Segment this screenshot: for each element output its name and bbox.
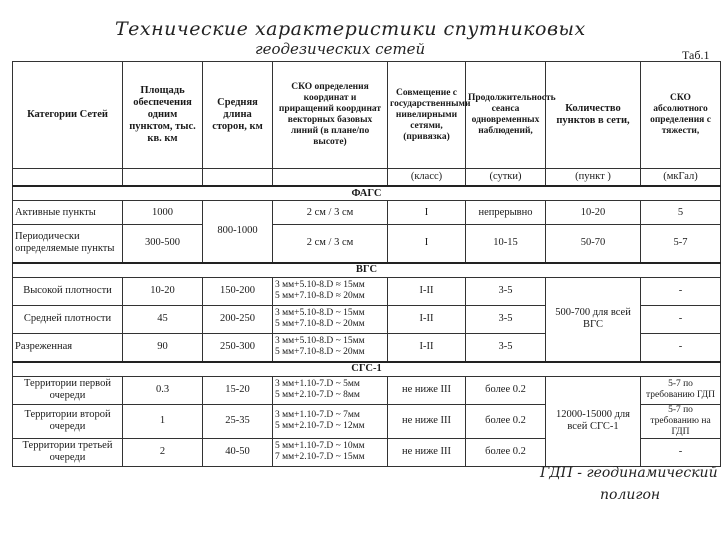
length-cell: 150-200 xyxy=(203,277,273,305)
category-cell: Территории третьей очереди xyxy=(13,438,123,466)
sko-cell: 2 см / 3 см xyxy=(273,225,388,263)
unit-cell xyxy=(203,169,273,187)
header-point-count: Количество пунктов в сети, xyxy=(546,62,641,169)
category-cell: Высокой плотности xyxy=(13,277,123,305)
header-area: Площадь обеспечения одним пунктом, тыс. кв. км xyxy=(123,62,203,169)
sko-height: 5 мм+7.10-8.D ~ 20мм xyxy=(275,319,365,329)
gravity-cell: 5-7 по требованию ГДП xyxy=(641,376,721,404)
sko-cell xyxy=(273,277,388,305)
leveling-cell: I xyxy=(388,201,466,225)
area-cell: 10-20 xyxy=(123,277,203,305)
document-title: Технические характеристики спутниковых xyxy=(115,18,586,40)
area-cell: 90 xyxy=(123,333,203,362)
count-cell: 10-20 xyxy=(546,201,641,225)
document-subtitle: геодезических сетей xyxy=(255,40,426,58)
category-cell: Территории второй очереди xyxy=(13,404,123,438)
gravity-cell: 5 xyxy=(641,201,721,225)
length-cell: 800-1000 xyxy=(203,201,273,263)
header-row xyxy=(13,62,721,169)
area-cell: 300-500 xyxy=(123,225,203,263)
units-row xyxy=(13,169,721,187)
leveling-cell: не ниже III xyxy=(388,404,466,438)
sko-cell: 2 см / 3 см xyxy=(273,201,388,225)
sko-plan: 5 мм+1.10-7.D ~ 10мм xyxy=(275,441,365,451)
area-cell: 45 xyxy=(123,305,203,333)
header-category: Категории Сетей xyxy=(13,62,123,169)
length-cell: 200-250 xyxy=(203,305,273,333)
section-title-vgs: ВГС xyxy=(13,263,721,278)
sko-height: 5 мм+7.10-8.D ≈ 20мм xyxy=(275,291,365,301)
duration-cell: 3-5 xyxy=(466,277,546,305)
unit-cell: (мкГал) xyxy=(641,169,721,187)
duration-cell: более 0.2 xyxy=(466,376,546,404)
duration-cell: 3-5 xyxy=(466,305,546,333)
unit-cell: (пункт ) xyxy=(546,169,641,187)
leveling-cell: I-II xyxy=(388,333,466,362)
length-cell: 15-20 xyxy=(203,376,273,404)
sko-cell xyxy=(273,438,388,466)
sko-height: 5 мм+2.10-7.D ~ 8мм xyxy=(275,390,360,400)
area-cell: 1000 xyxy=(123,201,203,225)
duration-cell: более 0.2 xyxy=(466,404,546,438)
table-row xyxy=(13,201,721,225)
header-gravity-sko: СКО абсолютного определения с тяжести, xyxy=(641,62,721,169)
gravity-cell: - xyxy=(641,277,721,305)
leveling-cell: I xyxy=(388,225,466,263)
category-cell: Разреженная xyxy=(13,333,123,362)
unit-cell: (сутки) xyxy=(466,169,546,187)
duration-cell: 3-5 xyxy=(466,333,546,362)
characteristics-table xyxy=(12,61,721,467)
length-cell: 250-300 xyxy=(203,333,273,362)
category-cell: Активные пункты xyxy=(13,201,123,225)
gravity-cell: 5-7 по требованию на ГДП xyxy=(641,404,721,438)
area-cell: 0.3 xyxy=(123,376,203,404)
unit-cell xyxy=(273,169,388,187)
area-cell: 1 xyxy=(123,404,203,438)
sko-plan: 3 мм+5.10-8.D ≈ 15мм xyxy=(275,280,365,290)
table-row xyxy=(13,277,721,305)
sko-cell xyxy=(273,305,388,333)
table-row xyxy=(13,376,721,404)
sko-plan: 3 мм+5.10-8.D ~ 15мм xyxy=(275,308,365,318)
duration-cell: более 0.2 xyxy=(466,438,546,466)
count-cell: 500-700 для всей ВГС xyxy=(546,277,641,362)
sko-height: 5 мм+7.10-8.D ~ 20мм xyxy=(275,347,365,357)
footnote: ГДП - геодинамический xyxy=(540,465,718,481)
duration-cell: 10-15 xyxy=(466,225,546,263)
sko-cell xyxy=(273,404,388,438)
section-title-fags: ФАГС xyxy=(13,186,721,201)
table-number: Таб.1 xyxy=(682,48,710,62)
duration-cell: непрерывно xyxy=(466,201,546,225)
gravity-cell: - xyxy=(641,333,721,362)
sko-cell xyxy=(273,376,388,404)
count-cell: 12000-15000 для всей СГС-1 xyxy=(546,376,641,466)
sko-cell xyxy=(273,333,388,362)
category-cell: Территории первой очереди xyxy=(13,376,123,404)
length-cell: 40-50 xyxy=(203,438,273,466)
sko-plan: 3 мм+1.10-7.D ~ 5мм xyxy=(275,379,360,389)
unit-cell xyxy=(13,169,123,187)
length-cell: 25-35 xyxy=(203,404,273,438)
gravity-cell: - xyxy=(641,305,721,333)
unit-cell xyxy=(123,169,203,187)
area-cell: 2 xyxy=(123,438,203,466)
leveling-cell: I-II xyxy=(388,305,466,333)
table-row xyxy=(13,225,721,263)
header-leveling: Совмещение с государственными нивелирными сетями, (привязка) xyxy=(388,62,466,169)
category-cell: Средней плотности xyxy=(13,305,123,333)
footnote-continuation: полигон xyxy=(600,487,661,503)
category-cell: Периодически определяемые пункты xyxy=(13,225,123,263)
sko-height: 5 мм+2.10-7.D ~ 12мм xyxy=(275,421,365,431)
header-side-length: Средняя длина сторон, км xyxy=(203,62,273,169)
gravity-cell: 5-7 xyxy=(641,225,721,263)
sko-height: 7 мм+2.10-7.D ~ 15мм xyxy=(275,452,365,462)
leveling-cell: не ниже III xyxy=(388,376,466,404)
leveling-cell: не ниже III xyxy=(388,438,466,466)
header-duration: Продолжительность сеанса одновременных наблюдений, xyxy=(466,62,546,169)
unit-cell: (класс) xyxy=(388,169,466,187)
header-sko-coordinates: СКО определения координат и приращений координат векторных базовых линий (в плане/по высоте) xyxy=(273,62,388,169)
leveling-cell: I-II xyxy=(388,277,466,305)
sko-plan: 3 мм+1.10-7.D ~ 7мм xyxy=(275,410,360,420)
count-cell: 50-70 xyxy=(546,225,641,263)
sko-plan: 3 мм+5.10-8.D ~ 15мм xyxy=(275,336,365,346)
gravity-cell: - xyxy=(641,438,721,466)
section-title-sgs: СГС-1 xyxy=(13,362,721,377)
